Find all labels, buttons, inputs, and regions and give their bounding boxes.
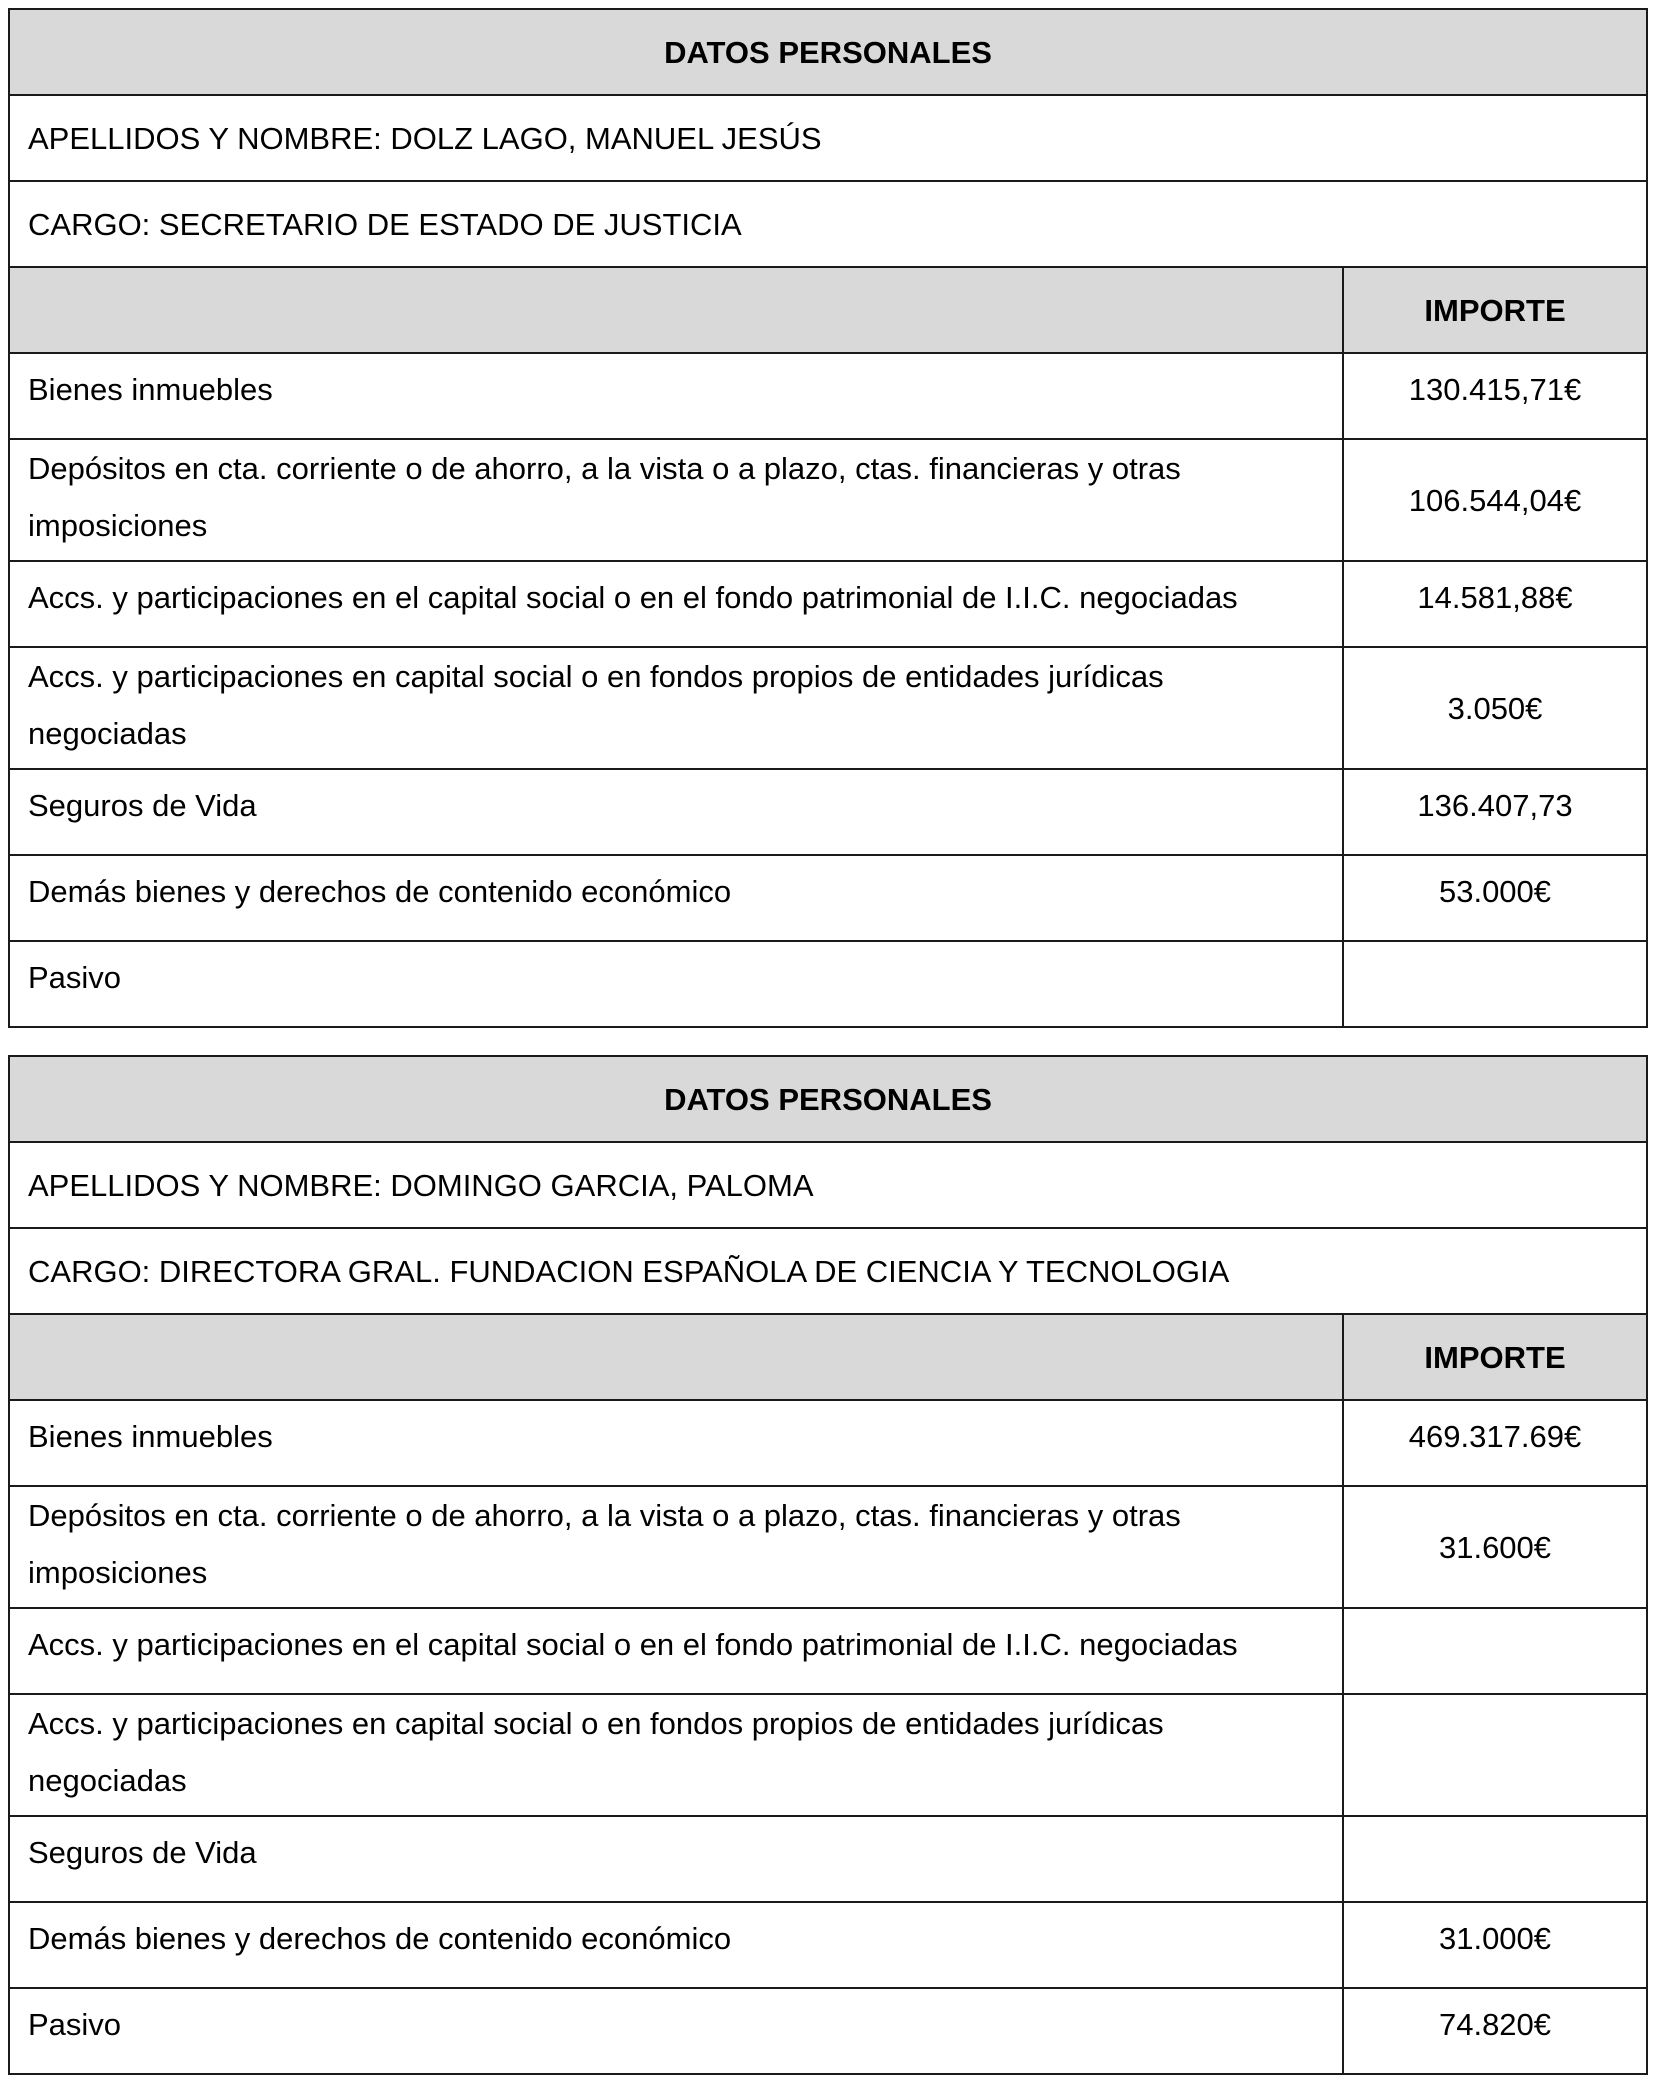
cargo-line: CARGO: SECRETARIO DE ESTADO DE JUSTICIA (9, 181, 1647, 267)
table-row (9, 1988, 1647, 2074)
row-label: Demás bienes y derechos de contenido económico (9, 855, 1343, 941)
row-amount: 14.581,88€ (1343, 561, 1647, 647)
cargo-line: CARGO: DIRECTORA GRAL. FUNDACION ESPAÑOLA DE CIENCIA Y TECNOLOGIA (9, 1228, 1647, 1314)
table-row (9, 941, 1647, 1027)
row-amount: 136.407,73 (1343, 769, 1647, 855)
section-title: DATOS PERSONALES (9, 9, 1647, 95)
table-row (9, 1486, 1647, 1608)
row-label: Seguros de Vida (9, 769, 1343, 855)
row-amount (1343, 1694, 1647, 1816)
table-row (9, 353, 1647, 439)
section-title: DATOS PERSONALES (9, 1056, 1647, 1142)
row-label: Pasivo (9, 1988, 1343, 2074)
table-row (9, 1816, 1647, 1902)
table-row (9, 855, 1647, 941)
table-row (9, 439, 1647, 561)
table-row (9, 1608, 1647, 1694)
asset-declaration-table (8, 8, 1648, 1028)
row-label: Depósitos en cta. corriente o de ahorro, a la vista o a plazo, ctas. financieras y otras imposiciones (9, 439, 1343, 561)
row-label: Accs. y participaciones en el capital social o en el fondo patrimonial de I.I.C. negociadas (9, 561, 1343, 647)
row-amount (1343, 941, 1647, 1027)
row-label: Accs. y participaciones en capital social o en fondos propios de entidades jurídicas negociadas (9, 1694, 1343, 1816)
row-amount: 31.600€ (1343, 1486, 1647, 1608)
row-amount: 74.820€ (1343, 1988, 1647, 2074)
row-amount: 469.317.69€ (1343, 1400, 1647, 1486)
header-blank-cell (9, 267, 1343, 353)
table-row (9, 1902, 1647, 1988)
row-label: Accs. y participaciones en el capital social o en el fondo patrimonial de I.I.C. negociadas (9, 1608, 1343, 1694)
row-amount: 130.415,71€ (1343, 353, 1647, 439)
name-line: APELLIDOS Y NOMBRE: DOLZ LAGO, MANUEL JESÚS (9, 95, 1647, 181)
row-amount: 106.544,04€ (1343, 439, 1647, 561)
row-label: Pasivo (9, 941, 1343, 1027)
row-label: Bienes inmuebles (9, 1400, 1343, 1486)
asset-declaration-table (8, 1055, 1648, 2075)
row-label: Depósitos en cta. corriente o de ahorro, a la vista o a plazo, ctas. financieras y otras imposiciones (9, 1486, 1343, 1608)
amount-header: IMPORTE (1343, 1314, 1647, 1400)
table-row (9, 647, 1647, 769)
table-row (9, 1694, 1647, 1816)
row-amount: 3.050€ (1343, 647, 1647, 769)
name-line: APELLIDOS Y NOMBRE: DOMINGO GARCIA, PALOMA (9, 1142, 1647, 1228)
amount-header: IMPORTE (1343, 267, 1647, 353)
row-label: Demás bienes y derechos de contenido económico (9, 1902, 1343, 1988)
row-label: Seguros de Vida (9, 1816, 1343, 1902)
row-amount: 53.000€ (1343, 855, 1647, 941)
row-amount (1343, 1608, 1647, 1694)
table-row (9, 561, 1647, 647)
table-row (9, 1400, 1647, 1486)
row-label: Bienes inmuebles (9, 353, 1343, 439)
header-blank-cell (9, 1314, 1343, 1400)
row-label: Accs. y participaciones en capital social o en fondos propios de entidades jurídicas negociadas (9, 647, 1343, 769)
table-row (9, 769, 1647, 855)
row-amount (1343, 1816, 1647, 1902)
row-amount: 31.000€ (1343, 1902, 1647, 1988)
